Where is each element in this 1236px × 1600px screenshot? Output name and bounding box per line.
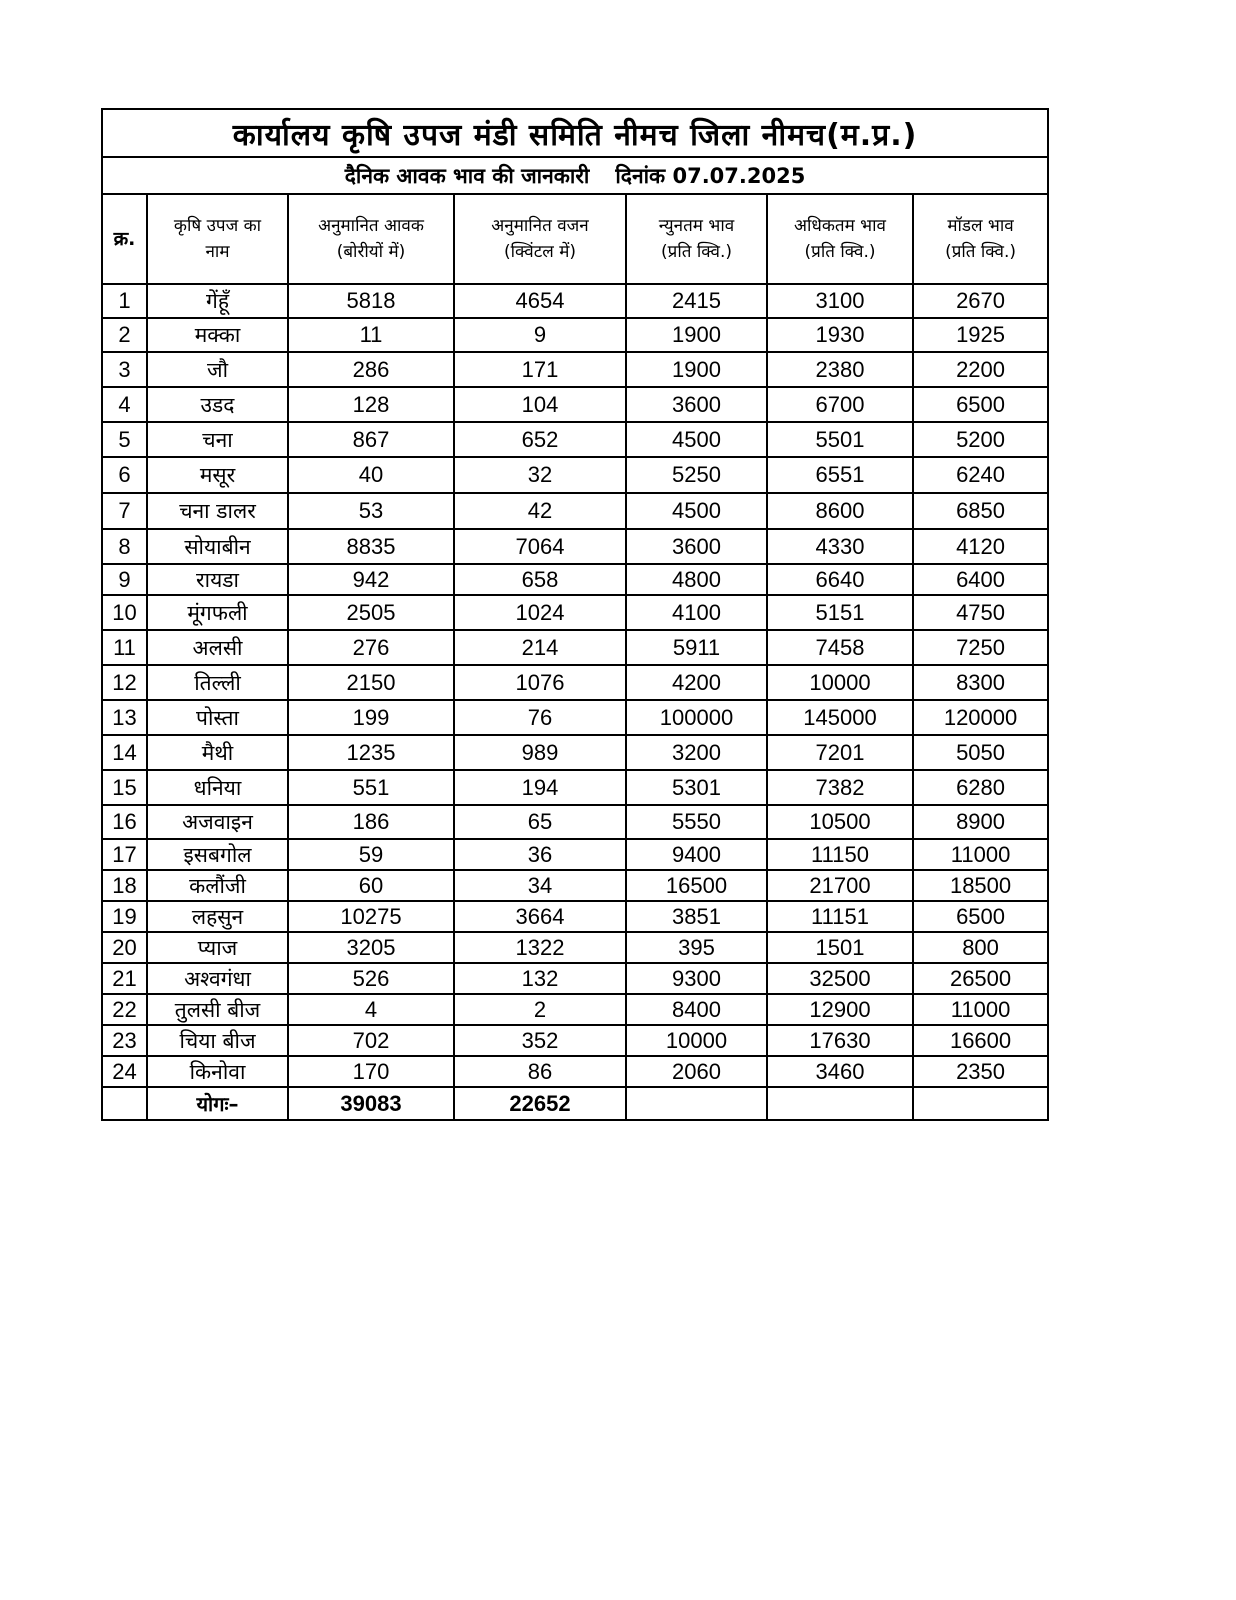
cell-maximum-price: 10500 [767, 805, 913, 839]
table-row [102, 994, 1048, 1025]
cell-modal-price: 8300 [913, 665, 1048, 700]
cell-serial-number: 3 [102, 352, 147, 387]
office-title: कार्यालय कृषि उपज मंडी समिति नीमच जिला नीमच(म.प्र.) [102, 109, 1048, 157]
cell-serial-number: 8 [102, 529, 147, 564]
cell-estimated-arrival: 170 [288, 1056, 454, 1087]
cell-produce-name: कलौंजी [147, 870, 288, 901]
total-modal-empty [913, 1087, 1048, 1120]
cell-minimum-price: 4500 [626, 422, 767, 457]
cell-maximum-price: 145000 [767, 700, 913, 735]
cell-serial-number: 19 [102, 901, 147, 932]
table-row [102, 963, 1048, 994]
header-estimated-weight-line2: (क्विंटल में) [503, 242, 577, 262]
table-row [102, 422, 1048, 457]
header-modal-price [913, 194, 1048, 284]
cell-maximum-price: 3460 [767, 1056, 913, 1087]
cell-maximum-price: 5151 [767, 595, 913, 630]
cell-minimum-price: 4800 [626, 564, 767, 595]
cell-produce-name: प्याज [147, 932, 288, 963]
cell-serial-number: 22 [102, 994, 147, 1025]
cell-modal-price: 2350 [913, 1056, 1048, 1087]
cell-modal-price: 6400 [913, 564, 1048, 595]
cell-serial-number: 15 [102, 770, 147, 805]
cell-produce-name: अश्वगंधा [147, 963, 288, 994]
cell-estimated-arrival: 59 [288, 839, 454, 870]
total-min-empty [626, 1087, 767, 1120]
table-row [102, 318, 1048, 352]
cell-modal-price: 6280 [913, 770, 1048, 805]
cell-estimated-weight: 76 [454, 700, 626, 735]
cell-estimated-arrival: 40 [288, 457, 454, 493]
cell-modal-price: 6500 [913, 901, 1048, 932]
cell-modal-price: 18500 [913, 870, 1048, 901]
header-estimated-arrival-line2: (बोरीयों में) [336, 242, 406, 262]
cell-modal-price: 5050 [913, 735, 1048, 770]
table-row [102, 529, 1048, 564]
table-row [102, 770, 1048, 805]
cell-produce-name: पोस्ता [147, 700, 288, 735]
cell-maximum-price: 6551 [767, 457, 913, 493]
cell-minimum-price: 5301 [626, 770, 767, 805]
total-max-empty [767, 1087, 913, 1120]
cell-modal-price: 6500 [913, 387, 1048, 422]
cell-minimum-price: 3600 [626, 529, 767, 564]
total-label: योगः– [147, 1087, 288, 1120]
cell-minimum-price: 16500 [626, 870, 767, 901]
cell-estimated-arrival: 942 [288, 564, 454, 595]
header-modal-price-line2: (प्रति क्वि.) [945, 242, 1017, 262]
total-weight: 22652 [454, 1087, 626, 1120]
cell-estimated-weight: 9 [454, 318, 626, 352]
table-row [102, 630, 1048, 665]
header-produce-name-line1: कृषि उपज का [173, 216, 262, 236]
cell-modal-price: 800 [913, 932, 1048, 963]
header-serial-number: क्र. [102, 194, 147, 284]
cell-produce-name: चना डालर [147, 493, 288, 529]
cell-modal-price: 6240 [913, 457, 1048, 493]
cell-maximum-price: 1501 [767, 932, 913, 963]
cell-produce-name: गेंहूँ [147, 284, 288, 318]
cell-estimated-weight: 989 [454, 735, 626, 770]
cell-modal-price: 6850 [913, 493, 1048, 529]
cell-estimated-weight: 65 [454, 805, 626, 839]
table-row [102, 805, 1048, 839]
cell-modal-price: 4120 [913, 529, 1048, 564]
cell-modal-price: 4750 [913, 595, 1048, 630]
cell-estimated-arrival: 3205 [288, 932, 454, 963]
cell-modal-price: 16600 [913, 1025, 1048, 1056]
cell-minimum-price: 4100 [626, 595, 767, 630]
header-minimum-price-line1: न्युनतम भाव [658, 216, 735, 236]
cell-serial-number: 10 [102, 595, 147, 630]
cell-maximum-price: 6640 [767, 564, 913, 595]
cell-maximum-price: 12900 [767, 994, 913, 1025]
cell-maximum-price: 7201 [767, 735, 913, 770]
cell-estimated-weight: 214 [454, 630, 626, 665]
cell-estimated-arrival: 526 [288, 963, 454, 994]
cell-estimated-arrival: 2505 [288, 595, 454, 630]
table-row [102, 665, 1048, 700]
cell-produce-name: किनोवा [147, 1056, 288, 1087]
cell-estimated-arrival: 286 [288, 352, 454, 387]
cell-minimum-price: 2060 [626, 1056, 767, 1087]
cell-produce-name: चिया बीज [147, 1025, 288, 1056]
table-row [102, 1056, 1048, 1087]
table-row [102, 1025, 1048, 1056]
cell-produce-name: रायडा [147, 564, 288, 595]
cell-produce-name: अजवाइन [147, 805, 288, 839]
cell-produce-name: तिल्ली [147, 665, 288, 700]
header-estimated-weight [454, 194, 626, 284]
header-modal-price-line1: मॉडल भाव [947, 216, 1014, 236]
total-serial-empty [102, 1087, 147, 1120]
cell-minimum-price: 5250 [626, 457, 767, 493]
cell-serial-number: 24 [102, 1056, 147, 1087]
cell-modal-price: 120000 [913, 700, 1048, 735]
cell-maximum-price: 8600 [767, 493, 913, 529]
cell-serial-number: 13 [102, 700, 147, 735]
subtitle-row [102, 157, 1048, 194]
cell-produce-name: मूंगफली [147, 595, 288, 630]
cell-estimated-weight: 132 [454, 963, 626, 994]
header-estimated-arrival [288, 194, 454, 284]
header-row [102, 194, 1048, 284]
cell-produce-name: सोयाबीन [147, 529, 288, 564]
cell-estimated-weight: 1322 [454, 932, 626, 963]
table-row [102, 901, 1048, 932]
table-row [102, 735, 1048, 770]
cell-minimum-price: 3851 [626, 901, 767, 932]
cell-minimum-price: 100000 [626, 700, 767, 735]
cell-estimated-weight: 194 [454, 770, 626, 805]
cell-serial-number: 1 [102, 284, 147, 318]
header-estimated-arrival-line1: अनुमानित आवक [318, 216, 424, 236]
header-produce-name-line2: नाम [205, 242, 230, 262]
table-row [102, 595, 1048, 630]
cell-modal-price: 26500 [913, 963, 1048, 994]
cell-estimated-arrival: 1235 [288, 735, 454, 770]
cell-maximum-price: 17630 [767, 1025, 913, 1056]
total-arrival: 39083 [288, 1087, 454, 1120]
cell-maximum-price: 7458 [767, 630, 913, 665]
cell-serial-number: 2 [102, 318, 147, 352]
daily-rates-table [101, 108, 1049, 1121]
cell-estimated-weight: 1024 [454, 595, 626, 630]
cell-serial-number: 14 [102, 735, 147, 770]
cell-estimated-weight: 352 [454, 1025, 626, 1056]
cell-produce-name: उडद [147, 387, 288, 422]
cell-maximum-price: 3100 [767, 284, 913, 318]
table-row [102, 284, 1048, 318]
cell-serial-number: 5 [102, 422, 147, 457]
table-row [102, 870, 1048, 901]
cell-produce-name: मक्का [147, 318, 288, 352]
cell-estimated-arrival: 10275 [288, 901, 454, 932]
cell-estimated-weight: 86 [454, 1056, 626, 1087]
cell-maximum-price: 21700 [767, 870, 913, 901]
report-subtitle [102, 157, 1048, 194]
cell-modal-price: 7250 [913, 630, 1048, 665]
table-row [102, 839, 1048, 870]
cell-estimated-weight: 171 [454, 352, 626, 387]
header-produce-name [147, 194, 288, 284]
table-row [102, 932, 1048, 963]
table-row [102, 493, 1048, 529]
cell-estimated-arrival: 5818 [288, 284, 454, 318]
cell-maximum-price: 4330 [767, 529, 913, 564]
cell-produce-name: इसबगोल [147, 839, 288, 870]
cell-minimum-price: 2415 [626, 284, 767, 318]
cell-maximum-price: 6700 [767, 387, 913, 422]
cell-estimated-weight: 1076 [454, 665, 626, 700]
rates-sheet [101, 108, 1047, 1121]
cell-maximum-price: 7382 [767, 770, 913, 805]
cell-maximum-price: 5501 [767, 422, 913, 457]
cell-minimum-price: 1900 [626, 352, 767, 387]
cell-estimated-weight: 652 [454, 422, 626, 457]
total-row [102, 1087, 1048, 1120]
cell-serial-number: 12 [102, 665, 147, 700]
header-maximum-price-line2: (प्रति क्वि.) [804, 242, 876, 262]
cell-estimated-arrival: 11 [288, 318, 454, 352]
cell-serial-number: 7 [102, 493, 147, 529]
table-row [102, 352, 1048, 387]
cell-estimated-weight: 32 [454, 457, 626, 493]
report-date: दिनांक 07.07.2025 [615, 163, 806, 188]
cell-estimated-arrival: 128 [288, 387, 454, 422]
cell-minimum-price: 1900 [626, 318, 767, 352]
table-row [102, 457, 1048, 493]
cell-estimated-arrival: 53 [288, 493, 454, 529]
cell-estimated-weight: 104 [454, 387, 626, 422]
cell-maximum-price: 2380 [767, 352, 913, 387]
cell-estimated-weight: 7064 [454, 529, 626, 564]
cell-minimum-price: 8400 [626, 994, 767, 1025]
cell-maximum-price: 11150 [767, 839, 913, 870]
cell-estimated-arrival: 4 [288, 994, 454, 1025]
cell-estimated-weight: 658 [454, 564, 626, 595]
cell-maximum-price: 1930 [767, 318, 913, 352]
cell-minimum-price: 9300 [626, 963, 767, 994]
cell-minimum-price: 3600 [626, 387, 767, 422]
cell-produce-name: तुलसी बीज [147, 994, 288, 1025]
cell-produce-name: चना [147, 422, 288, 457]
cell-minimum-price: 5911 [626, 630, 767, 665]
cell-estimated-arrival: 702 [288, 1025, 454, 1056]
cell-serial-number: 16 [102, 805, 147, 839]
cell-modal-price: 11000 [913, 839, 1048, 870]
cell-serial-number: 11 [102, 630, 147, 665]
cell-modal-price: 2200 [913, 352, 1048, 387]
cell-modal-price: 5200 [913, 422, 1048, 457]
cell-estimated-arrival: 186 [288, 805, 454, 839]
header-maximum-price-line1: अधिकतम भाव [794, 216, 886, 236]
cell-estimated-weight: 2 [454, 994, 626, 1025]
cell-serial-number: 18 [102, 870, 147, 901]
table-row [102, 564, 1048, 595]
cell-maximum-price: 11151 [767, 901, 913, 932]
cell-modal-price: 1925 [913, 318, 1048, 352]
header-minimum-price-line2: (प्रति क्वि.) [661, 242, 732, 262]
cell-maximum-price: 32500 [767, 963, 913, 994]
cell-estimated-weight: 42 [454, 493, 626, 529]
cell-serial-number: 21 [102, 963, 147, 994]
cell-minimum-price: 10000 [626, 1025, 767, 1056]
cell-produce-name: अलसी [147, 630, 288, 665]
cell-estimated-arrival: 276 [288, 630, 454, 665]
cell-produce-name: मसूर [147, 457, 288, 493]
subtitle-text: दैनिक आवक भाव की जानकारी [344, 163, 590, 188]
cell-serial-number: 6 [102, 457, 147, 493]
cell-estimated-arrival: 60 [288, 870, 454, 901]
cell-estimated-arrival: 867 [288, 422, 454, 457]
cell-estimated-arrival: 551 [288, 770, 454, 805]
cell-serial-number: 9 [102, 564, 147, 595]
cell-modal-price: 11000 [913, 994, 1048, 1025]
cell-produce-name: लहसुन [147, 901, 288, 932]
cell-produce-name: धनिया [147, 770, 288, 805]
cell-minimum-price: 4200 [626, 665, 767, 700]
cell-estimated-weight: 3664 [454, 901, 626, 932]
cell-minimum-price: 3200 [626, 735, 767, 770]
table-row [102, 700, 1048, 735]
header-maximum-price [767, 194, 913, 284]
cell-produce-name: मैथी [147, 735, 288, 770]
cell-estimated-weight: 36 [454, 839, 626, 870]
header-minimum-price [626, 194, 767, 284]
cell-serial-number: 23 [102, 1025, 147, 1056]
cell-modal-price: 8900 [913, 805, 1048, 839]
cell-produce-name: जौ [147, 352, 288, 387]
cell-serial-number: 4 [102, 387, 147, 422]
cell-estimated-weight: 4654 [454, 284, 626, 318]
cell-estimated-weight: 34 [454, 870, 626, 901]
cell-minimum-price: 9400 [626, 839, 767, 870]
title-row [102, 109, 1048, 157]
cell-maximum-price: 10000 [767, 665, 913, 700]
cell-estimated-arrival: 2150 [288, 665, 454, 700]
cell-estimated-arrival: 8835 [288, 529, 454, 564]
cell-minimum-price: 5550 [626, 805, 767, 839]
cell-minimum-price: 395 [626, 932, 767, 963]
cell-minimum-price: 4500 [626, 493, 767, 529]
cell-serial-number: 20 [102, 932, 147, 963]
header-estimated-weight-line1: अनुमानित वजन [491, 216, 589, 236]
cell-modal-price: 2670 [913, 284, 1048, 318]
table-row [102, 387, 1048, 422]
cell-serial-number: 17 [102, 839, 147, 870]
cell-estimated-arrival: 199 [288, 700, 454, 735]
